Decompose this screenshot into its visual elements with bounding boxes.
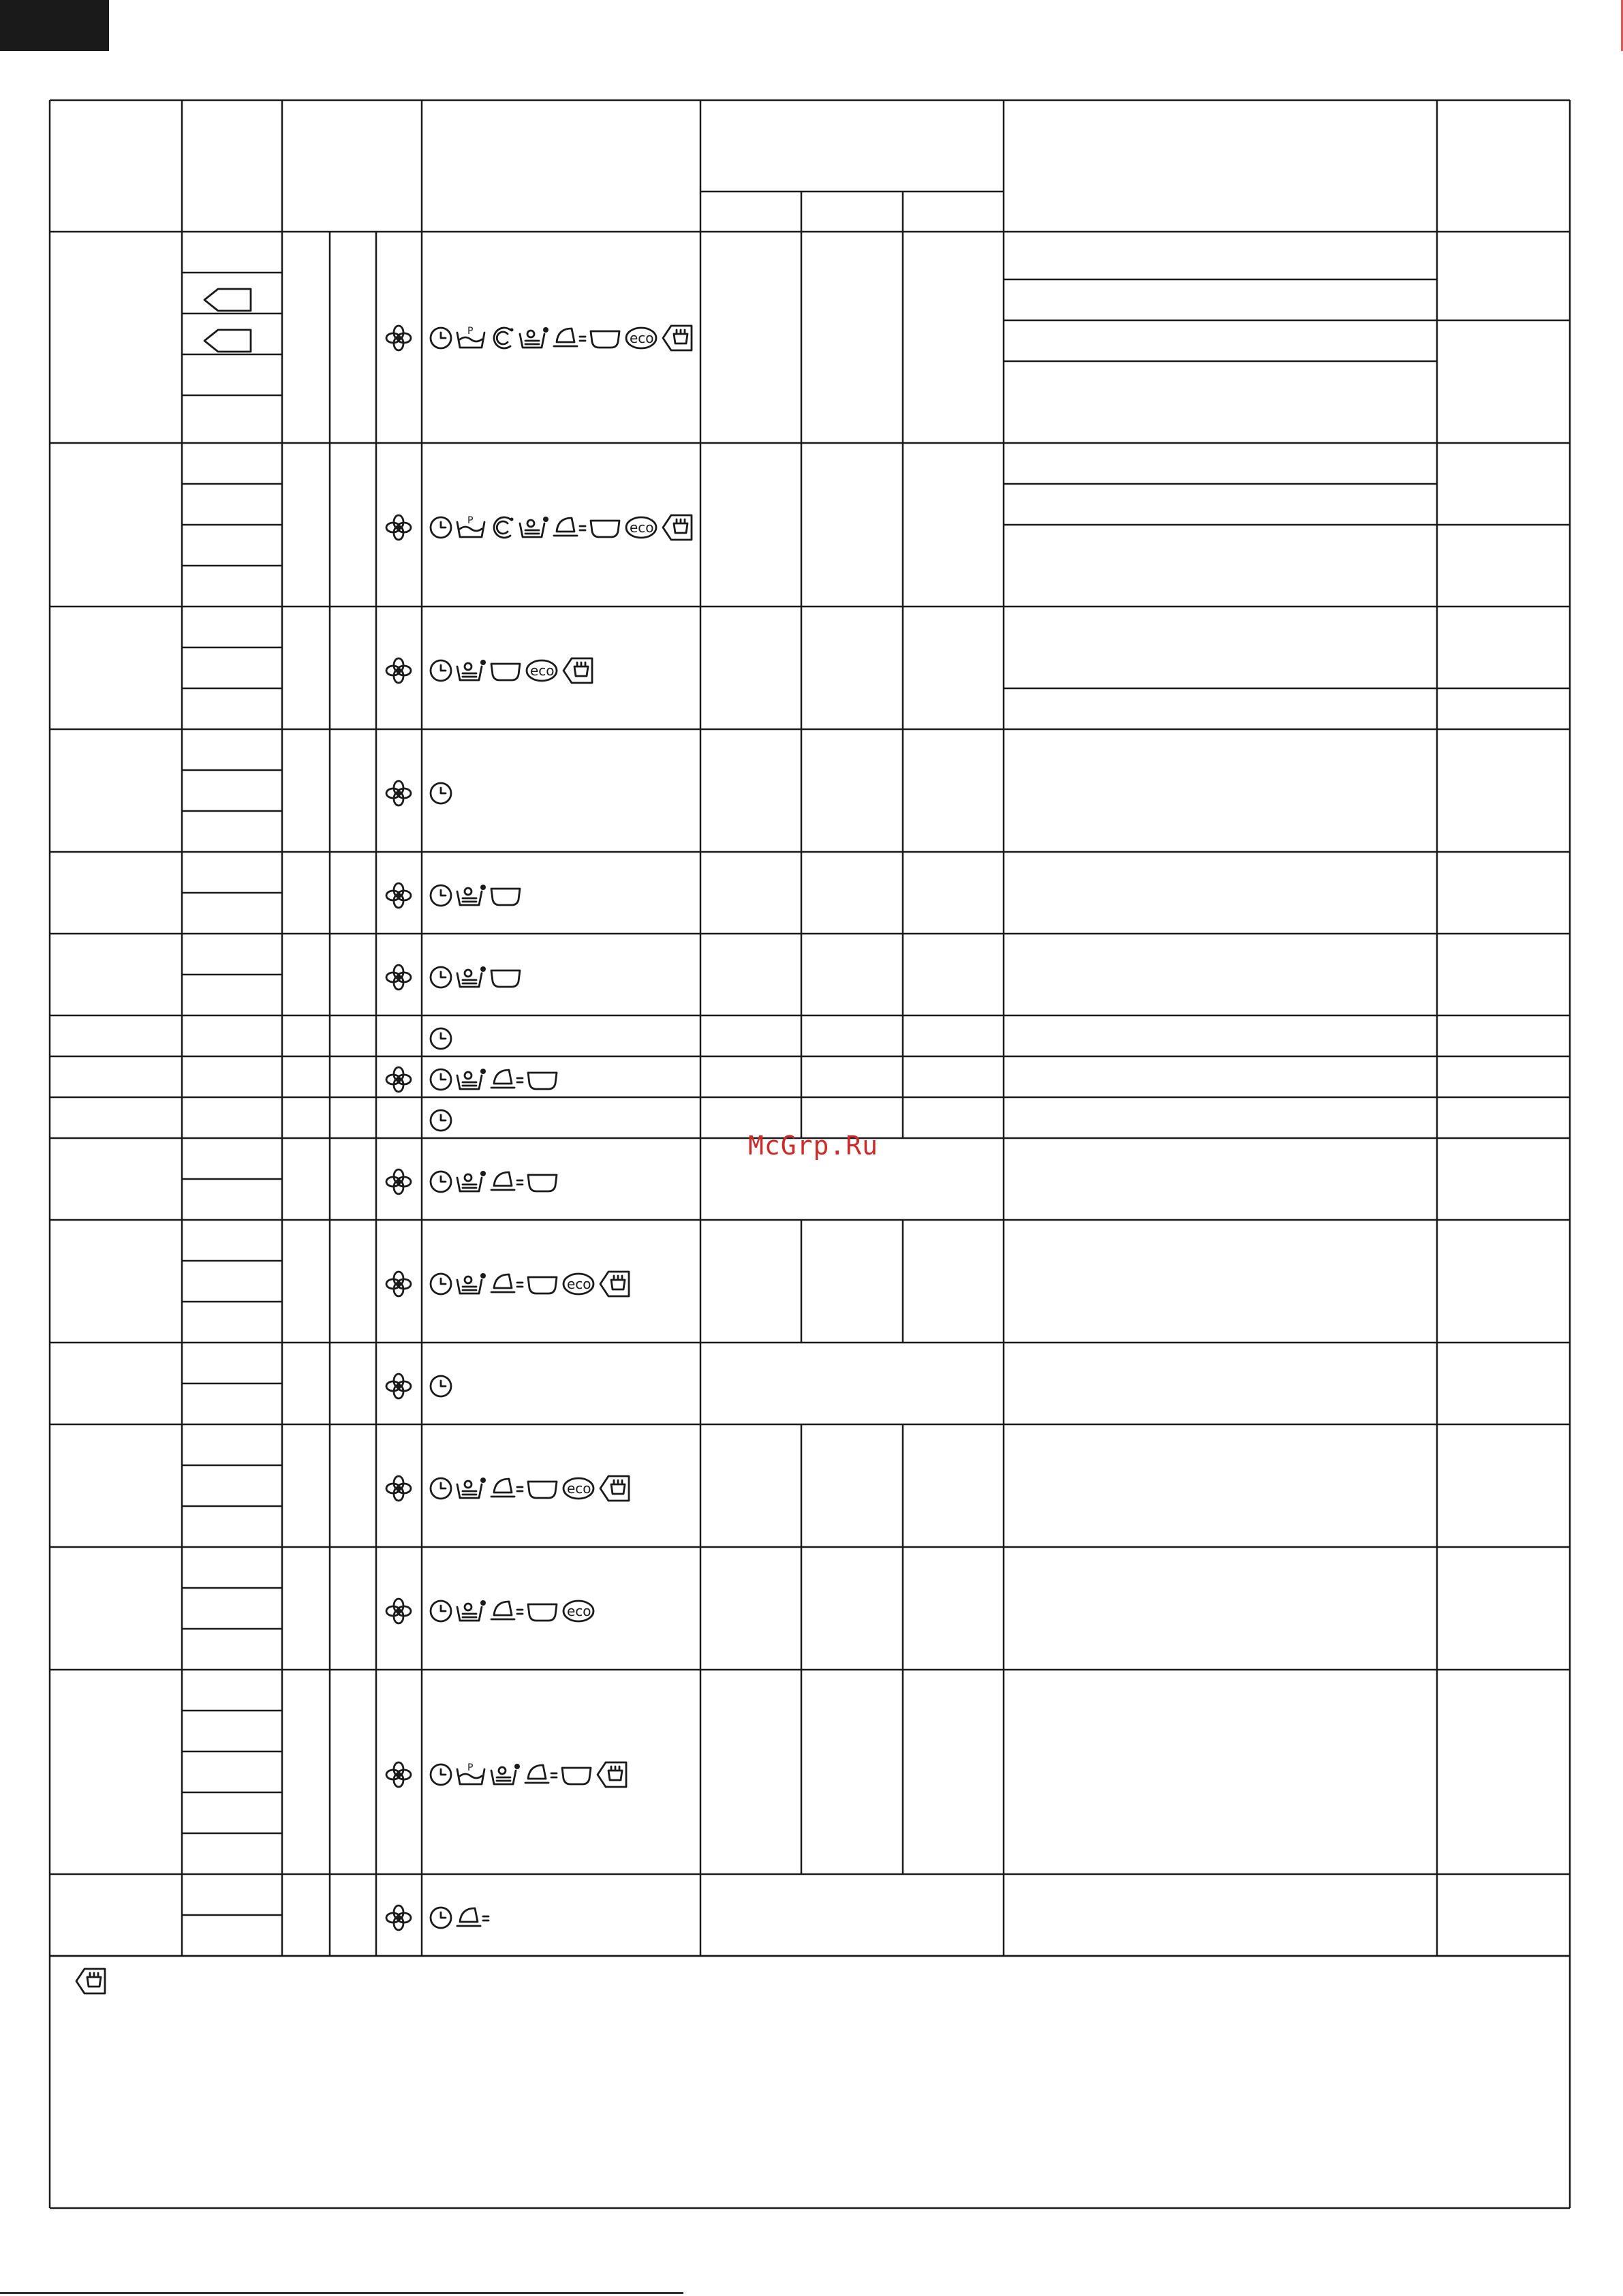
steam-icon <box>598 1762 626 1787</box>
tub-icon <box>591 331 619 348</box>
fan-icon <box>386 326 411 350</box>
timer-icon <box>431 1478 451 1499</box>
tub-icon <box>491 664 520 680</box>
timer-icon <box>431 1601 451 1621</box>
fan-icon <box>386 515 411 540</box>
timer-icon <box>431 1908 451 1928</box>
iron-icon <box>457 1908 489 1926</box>
stain-icon <box>457 660 486 680</box>
eco-icon <box>563 1274 593 1294</box>
steam-icon <box>563 658 592 683</box>
fan-icon <box>386 1599 411 1623</box>
eco-icon <box>563 1478 593 1499</box>
steam-icon <box>663 326 692 350</box>
tag-icon <box>204 330 251 352</box>
timer-icon <box>431 660 451 681</box>
iron-icon <box>491 1274 523 1292</box>
bottom-rule <box>0 2292 683 2294</box>
svg-text:eco: eco <box>567 1480 591 1497</box>
stain-icon <box>457 1273 486 1294</box>
iron-icon <box>491 1070 523 1088</box>
timer-icon <box>431 328 451 348</box>
svg-text:P: P <box>467 1762 474 1773</box>
iron-icon <box>491 1479 523 1497</box>
tub-icon <box>528 1175 557 1191</box>
stain-icon <box>457 1069 486 1089</box>
steam-icon <box>600 1476 629 1501</box>
svg-text:P: P <box>467 515 474 526</box>
fan-icon <box>386 1272 411 1296</box>
iron-icon <box>554 518 585 536</box>
stain-icon <box>520 327 548 348</box>
timer-icon <box>431 885 451 906</box>
timer-icon <box>431 1172 451 1192</box>
iron-icon <box>491 1602 523 1619</box>
stain-icon <box>457 1478 486 1498</box>
timer-icon <box>431 967 451 988</box>
svg-text:eco: eco <box>530 662 555 679</box>
tub-icon <box>528 1482 557 1498</box>
timer-icon <box>431 783 451 803</box>
tub-icon <box>562 1768 591 1784</box>
tub-icon <box>591 521 619 537</box>
stain-icon <box>457 1171 486 1191</box>
tub-icon <box>528 1073 557 1089</box>
timer-icon <box>431 1764 451 1785</box>
fan-icon <box>386 1905 411 1930</box>
eco-icon <box>626 517 656 538</box>
steam-icon <box>663 515 692 540</box>
tag-icon <box>204 289 251 311</box>
tub-icon <box>491 889 520 905</box>
fan-icon <box>386 1067 411 1092</box>
eco-icon <box>563 1601 593 1621</box>
svg-text:eco: eco <box>567 1276 591 1292</box>
stain-icon <box>457 966 486 987</box>
prewash-icon <box>457 326 484 348</box>
svg-text:eco: eco <box>567 1603 591 1619</box>
timer-icon <box>431 1110 451 1131</box>
timer-icon <box>431 1069 451 1090</box>
watermark: McGrp.Ru <box>748 1131 879 1161</box>
fan-icon <box>386 1762 411 1787</box>
svg-text:eco: eco <box>630 519 654 536</box>
stain-icon <box>457 885 486 905</box>
tub-icon <box>528 1277 557 1294</box>
svg-text:P: P <box>467 326 474 337</box>
stain-icon <box>457 1600 486 1621</box>
fan-icon <box>386 965 411 990</box>
eco-icon <box>527 660 557 681</box>
timer-icon <box>431 517 451 538</box>
steam-icon <box>76 1969 105 1993</box>
fan-icon <box>386 1476 411 1501</box>
eco-icon <box>626 328 656 348</box>
iron-icon <box>525 1765 557 1783</box>
svg-text:eco: eco <box>630 330 654 346</box>
iron-icon <box>491 1172 523 1190</box>
fan-icon <box>386 658 411 683</box>
prewash-icon <box>457 1762 484 1784</box>
stain-icon <box>520 517 548 537</box>
fan-icon <box>386 1169 411 1194</box>
fan-icon <box>386 1374 411 1398</box>
timer-icon <box>431 1376 451 1396</box>
stain-icon <box>491 1764 520 1784</box>
timer-icon <box>431 1028 451 1049</box>
tub-icon <box>491 970 520 987</box>
iron-icon <box>554 328 585 346</box>
tub-icon <box>528 1604 557 1621</box>
timer-icon <box>431 1274 451 1294</box>
prewash-icon <box>457 515 484 537</box>
rinse-plus-icon <box>494 517 514 538</box>
table-icons <box>76 289 692 1993</box>
fan-icon <box>386 781 411 806</box>
rinse-plus-icon <box>494 328 514 348</box>
fan-icon <box>386 883 411 908</box>
steam-icon <box>600 1272 629 1296</box>
